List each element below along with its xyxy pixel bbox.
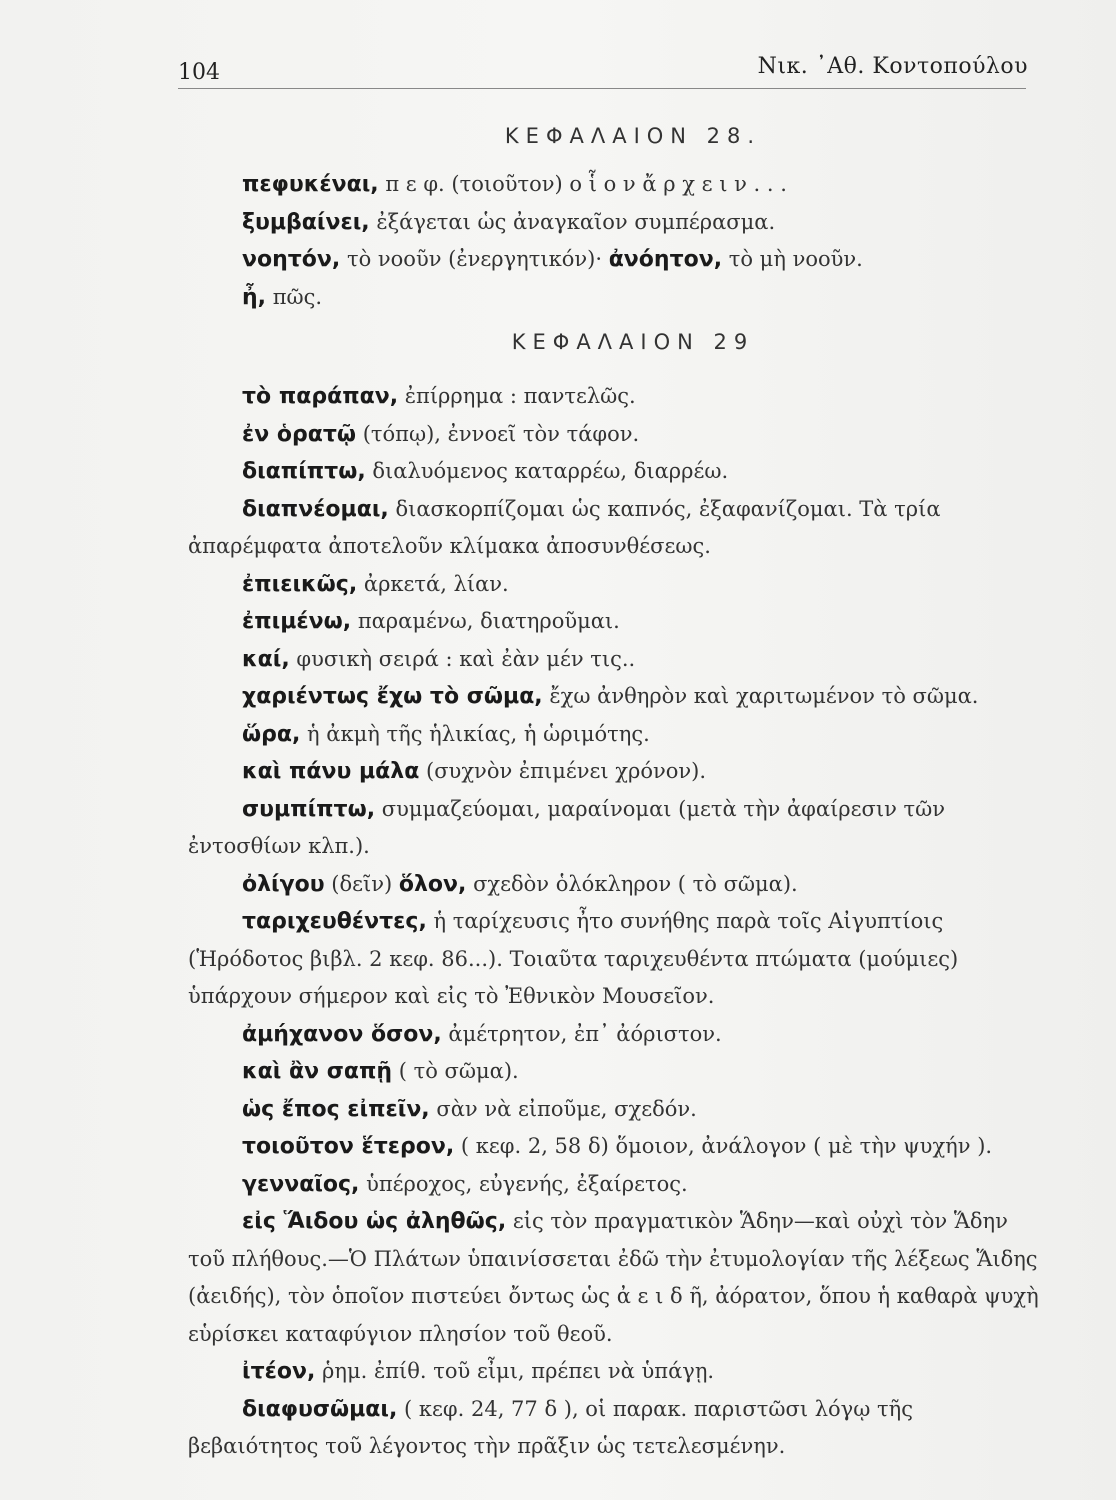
entry-term: καὶ ἂν σαπῇ [242,1059,393,1084]
entry-gloss: φυσικὴ σειρά : καὶ ἐὰν μέν τις.. [296,646,636,671]
glossary-entry [188,1203,1048,1353]
entry-gloss: ὑπέροχος, εὐγενής, ἐξαίρετος. [366,1171,688,1196]
glossary-entry [188,866,1048,904]
entry-gloss: ἐξάγεται ὡς ἀναγκαῖον συμπέρασμα. [376,209,776,234]
entry-gloss: ἡ ἀκμὴ τῆς ἡλικίας, ἡ ὡριμότης. [307,721,650,746]
entry-term: ὥρα, [242,721,301,747]
entry-gloss: διασκορπίζομαι ὡς καπνός, ἐξαφανίζομαι. Τὰ τρία ἀπαρέμφατα ἀποτελοῦν κλίμακα ἀποσυνθέσεως. [188,496,941,558]
glossary-entry [188,753,1048,791]
page-number: 104 [178,60,220,85]
entry-gloss: πῶς. [272,284,323,309]
glossary-entry [188,716,1048,754]
entry-gloss: ἔχω ἀνθηρὸν καὶ χαριτωμένον τὸ σῶμα. [549,684,979,708]
entry-gloss: ἀμέτρητον, ἐπ᾿ ἀόριστον. [448,1021,722,1046]
glossary-entry [188,204,1048,242]
glossary-entry [188,453,1048,491]
entry-gloss: ( τὸ σῶμα). [398,1059,519,1083]
entry-gloss: (τόπῳ), ἐννοεῖ τὸν τάφον. [362,421,640,446]
running-title: Νικ. ᾿Αθ. Κοντοπούλου [757,54,1028,79]
entry-term: ξυμβαίνει, [242,209,370,235]
glossary-entry [188,491,1048,566]
glossary-entry [188,279,1048,317]
entry-gloss: παραμένω, διατηροῦμαι. [357,609,620,633]
entry-gloss: ἀρκετά, λίαν. [363,571,509,596]
entry-term: τὸ παράπαν, [242,384,399,409]
glossary-entry [188,166,1048,204]
header-rule [178,88,1026,89]
entry-gloss: τὸ νοοῦν (ἐνεργητικόν)· [346,247,602,271]
glossary-entry [188,416,1048,454]
chapter-heading: ΚΕΦΑΛΑΙΟΝ 29 [511,330,755,354]
running-head [178,48,1028,88]
glossary-entry [188,1128,1048,1166]
entry-term: εἰς Ἅιδου ὡς ἀληθῶς, [242,1209,507,1234]
page-body [188,110,1048,1466]
entry-term-secondary: ἀνόητον, [608,247,723,272]
entry-term: ἀμήχανον ὅσον, [242,1021,442,1047]
glossary-entry [188,1091,1048,1129]
entry-term: ἰτέον, [242,1359,316,1384]
entry-gloss: ( κεφ. 24, 77 δ ), οἱ παρακ. παριστῶσι λόγῳ τῆς βεβαιότητος τοῦ λέγοντος τὴν πρᾶξιν ὡς τετελεσμένην. [188,1396,913,1458]
entry-term: πεφυκέναι, [242,172,379,197]
entry-gloss: (δεῖν) [331,871,393,896]
entry-gloss: ἐπίρρημα : παντελῶς. [404,384,636,408]
glossary-entry [188,678,1048,716]
entry-gloss: π ε φ. (τοιοῦτον) ο ἷ ο ν ἄ ρ χ ε ι ν . . . [385,172,787,196]
entry-term: χαριέντως ἔχω τὸ σῶμα, [242,684,543,709]
entry-term: διαπίπτω, [242,459,366,484]
glossary-entry [188,1016,1048,1054]
entry-term: καί, [242,646,290,672]
glossary-entry [188,1166,1048,1204]
entry-gloss: συμμαζεύομαι, μαραίνομαι (μετὰ τὴν ἀφαίρεσιν τῶν ἐντοσθίων κλπ.). [188,796,946,858]
glossary-entry [188,1353,1048,1391]
chapter-heading: ΚΕΦΑΛΑΙΟΝ 28. [504,124,762,148]
glossary-entry [188,1391,1048,1466]
entry-term: ὀλίγου [242,871,325,897]
entry-gloss-secondary: τὸ μὴ νοοῦν. [728,247,863,271]
glossary-entry [188,641,1048,679]
entry-term: ἐπιμένω, [242,609,352,634]
glossary-entry [188,903,1048,1016]
entry-gloss-secondary: σχεδὸν ὁλόκληρον ( τὸ σῶμα). [473,871,798,896]
entry-gloss: διαλυόμενος καταρρέω, διαρρέω. [372,459,729,483]
entry-gloss: (συχνὸν ἐπιμένει χρόνον). [426,759,707,783]
entry-term: ἐν ὁρατῷ [242,421,357,447]
entry-gloss: ( κεφ. 2, 58 δ) ὅμοιον, ἀνάλογον ( μὲ τὴν ψυχήν ). [460,1134,993,1158]
entry-term: ἐπιεικῶς, [242,571,358,597]
entry-term: ἦ, [242,284,267,310]
entry-gloss: ἡ ταρίχευσις ἦτο συνήθης παρὰ τοῖς Αἰγυπτίοις (Ἡρόδοτος βιβλ. 2 κεφ. 86...). Τοιαῦτα ταριχευθέντα πτώματα (μούμιες) ὑπάρχουν σήμερον καὶ εἰς τὸ Ἐθνικὸν Μουσεῖον. [188,909,959,1008]
entry-term: νοητόν, [242,247,341,272]
entry-term: συμπίπτω, [242,796,376,822]
entry-term: τοιοῦτον ἕτερον, [242,1134,455,1159]
entry-gloss: εἰς τὸν πραγματικὸν Ἅδην—καὶ οὐχὶ τὸν Ἅδην τοῦ πλήθους.—Ὁ Πλάτων ὑπαινίσσεται ἐδῶ τὴν ἐτυμολογίαν τῆς λέξεως Ἅιδης (ἀειδής), τὸν ὁποῖον πιστεύει ὄντως ὡς ἀ ε ι δ ῆ, ἀόρατον, ὅπου ἡ καθαρὰ ψυχὴ εὑρίσκει καταφύγιον πλησίον τοῦ θεοῦ. [188,1209,1039,1346]
entry-term-secondary: ὅλον, [398,871,467,897]
glossary-entry [188,603,1048,641]
entry-term: ταριχευθέντες, [242,909,427,934]
entry-term: διαπνέομαι, [242,496,389,522]
entry-term: καὶ πάνυ μάλα [242,759,420,784]
entry-term: ὡς ἔπος εἰπεῖν, [242,1096,430,1122]
entry-gloss: σὰν νὰ εἰποῦμε, σχεδόν. [436,1096,697,1121]
entry-gloss: ῥημ. ἐπίθ. τοῦ εἶμι, πρέπει νὰ ὑπάγῃ. [322,1359,715,1383]
entry-term: διαφυσῶμαι, [242,1396,398,1422]
glossary-entry [188,1053,1048,1091]
glossary-entry [188,241,1048,279]
glossary-entry [188,791,1048,866]
glossary-entry [188,378,1048,416]
entry-term: γενναῖος, [242,1171,360,1197]
glossary-entry [188,566,1048,604]
